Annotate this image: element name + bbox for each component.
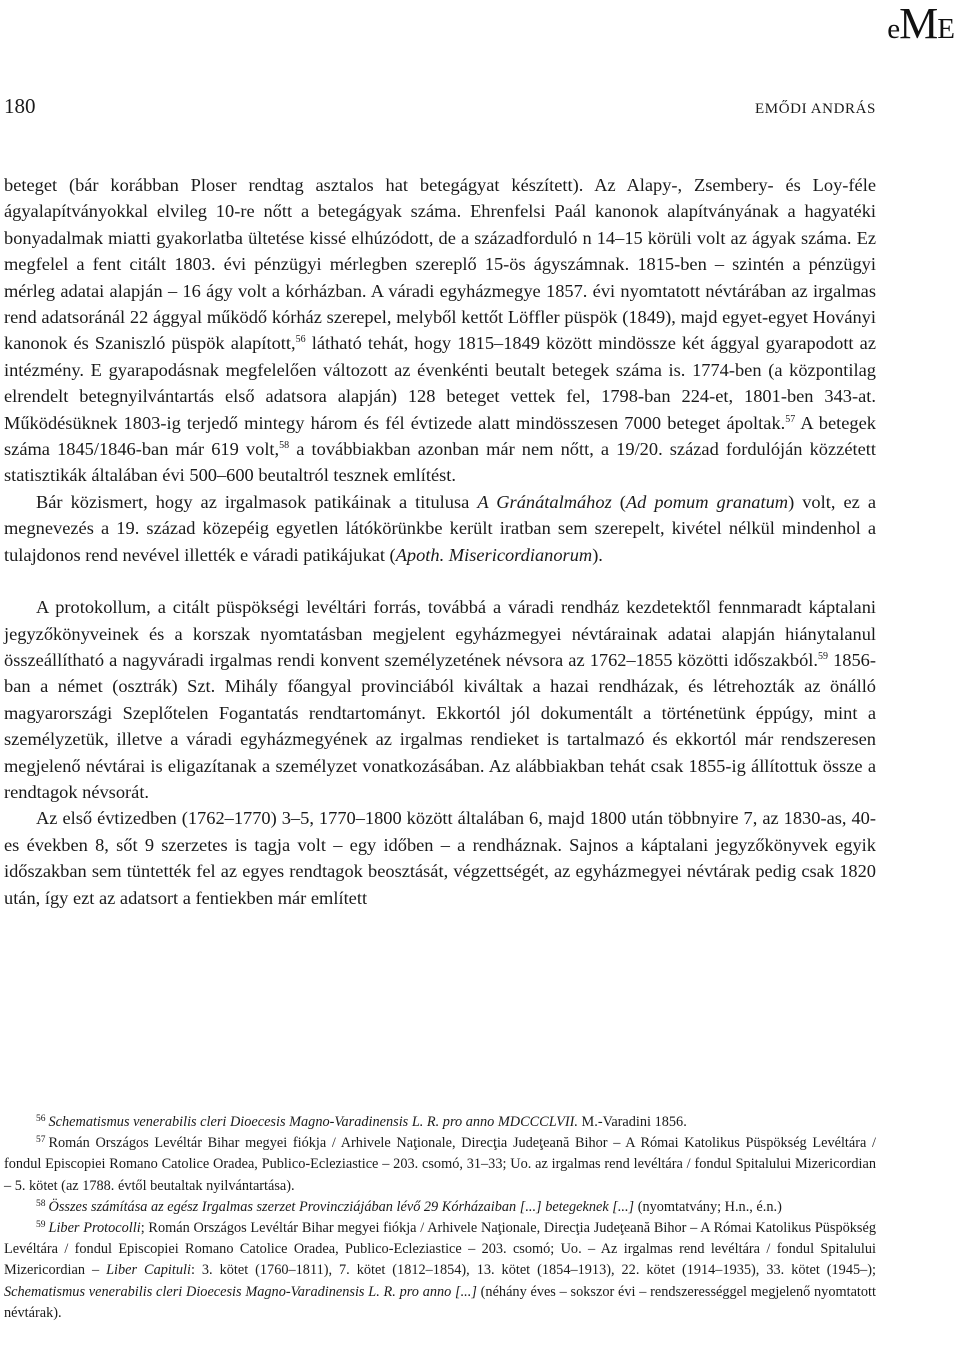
paragraph: beteget (bár korábban Ploser rendtag asztalos hat betegágyat készített). Az Alapy-, Zsembery- és Loy-féle ágyalapítványokkal elvileg 10-re nőtt a betegágyak száma. Ehrenfelsi Paál kanonok alapítványának a hagyatéki bonyadalmak miatti gyakorlatba ültetése kissé elhúzódott, de a századforduló n 14–15 körüli volt az ágyak száma. Ez megfelel a fent citált 1803. évi pénzügyi mérlegben szereplő 15-ös ágyszámnak. 1815-ben – szintén a pénzügyi mérleg adatai alapján – 16 ágy volt a kórházban. A váradi egyházmegye 1857. évi nyomtatott névtárában az irgalmas rend adatsoránál 22 ággyal működő kórház szerepel, melyből kettőt Löffler püspök (1849), majd egyet-egyet Hoványi kanonok és Szaniszló püspök alapított,$^{56}$ látható tehát, hogy 1815–1849 között mindössze két ággyal gyarapodott az intézmény. E gyarapodásnak megfelelően változott az évenkénti beutalt betegek száma is. 1774-ben (a központilag elrendelt betegnyilvántartás első adatsora alapján) 128 beteget vettek fel, 1798-ban 224-et, 1801-ben 343-at. Működésüknek 1803-ig terjedő mintegy három és fél évtizede alatt mindösszesen 7000 beteget ápoltak.$^{57}$ A betegek száma 1845/1846-ban már 619 volt,$^{58}$ a továbbiakban azonban már nem nőtt, a 19/20. század fordulóján közzétett statisztikák általában évi 500–600 beutaltról tesznek említést. [4, 175, 876, 486]
page-number: 180 [4, 94, 36, 118]
body-text [4, 172, 876, 911]
footnote-58: $^{58}$ Összes számítása az egész Irgalmas szerzet Provincziájában lévő 29 Kórházaiban [...] betegeknek [...] (nyomtatvány; H.n., é.n.) [36, 1198, 782, 1215]
footnotes [4, 1112, 876, 1324]
footnote-ref[interactable]: 58 [279, 440, 290, 452]
journal-logo: eME [887, 0, 954, 48]
footnote-ref[interactable]: 56 [295, 334, 306, 346]
footnote-56: $^{56}$ Schematismus venerabilis cleri Dioecesis Magno-Varadinensis L. R. pro anno MDCCCLVII. M.-Varadini 1856. [36, 1114, 687, 1130]
footnote-59: $^{59}$ Liber Protocolli; Román Országos Levéltár Bihar megyei fiókja / Arhivele Naţionale, Direcţia Judeţeană Bihor – A Római Katolikus Püspökség Levéltára / fondul Episcopiei Romano Catolice Oradea, Publico-Ecleziastice – 203. csomó; Uo. – Az irgalmas rend levéltára / fondul Spitalului Mizericordian – Liber Capituli: 3. kötet (1760–1811), 7. kötet (1812–1854), 13. kötet (1854–1913), 22. kötet (1914–1935), 33. kötet (1945–); Schematismus venerabilis cleri Dioecesis Magno-Varadinensis L. R. pro anno [...] (néhány éves – sokszor évi – rendszerességgel megjelenő nyomtatott névtárak). [4, 1220, 877, 1321]
footnote-ref[interactable]: 59 [817, 650, 828, 662]
paragraph: A protokollum, a citált püspökségi levéltári forrás, továbbá a váradi rendház kezdetektől fennmaradt káptalani jegyzőkönyveinek és a korszak nyomtatásban megjelent egyházmegyei névtárainak adatai alapján hiánytalanul összeállítható a nagyváradi irgalmas rendi konvent személyzetének névsora az 1762–1855 közötti időszakból.$^{59}$ 1856-ban a német (osztrák) Szt. Mihály főangyal provinciából kiváltak a hazai rendházak, és létrehozták az önálló magyarországi Szeplőtelen Fogantatás rendtartományt. Ekkortól jól dokumentált a történetünk éppúgy, mint a személyzetük, illetve a váradi egyházmegyének az irgalmas rendieket is tartalmazó és ekkortól már rendszeresen megjelenő névtárai is eligazítanak a személyzet vonatkozásában. Az alábbiakban tehát csak 1855-ig állítottuk össze a rendtagok névsorát. [4, 597, 876, 802]
footnote-57: $^{57}$ Román Országos Levéltár Bihar megyei fiókja / Arhivele Naţionale, Direcţia Judeţeană Bihor – A Római Katolikus Püspökség Levéltára / fondul Episcopiei Romano Catolice Oradea, Publico-Ecleziastice – 203. csomó, 31–33; Uo. az irgalmas rend levéltára / fondul Spitalului Mizericordian – 5. kötet (az 1788. évtől beutaltak nyilvántartása). [4, 1135, 876, 1194]
page-header [4, 94, 876, 119]
paragraph: Bár közismert, hogy az irgalmasok patikáinak a titulusa A Gránátalmához (Ad pomum granatum) volt, ez a megnevezés a 19. század közepéig egyetlen látókörünkbe került iratban sem szerepelt, kivétel nélkül mindenhol a tulajdonos rend nevével illették e váradi patikájukat (Apoth. Misericordianorum). [4, 491, 876, 565]
footnote-ref[interactable]: 57 [785, 413, 796, 425]
running-head-author: EMŐDI ANDRÁS [755, 101, 876, 117]
paragraph: Az első évtizedben (1762–1770) 3–5, 1770–1800 között általában 6, majd 1800 után többnyire 7, az 1830-as, 40-es években 8, sőt 9 szerzetes is tagja volt – egy időben – a rendháznak. Sajnos a káptalani jegyzőkönyvek egyik időszakban sem tüntették fel az egyes rendtagok beosztását, végzettségét, az egyházmegyei névtárak pedig csak 1820 után, így ezt az adatsort a fentiekben már említett [4, 808, 876, 908]
